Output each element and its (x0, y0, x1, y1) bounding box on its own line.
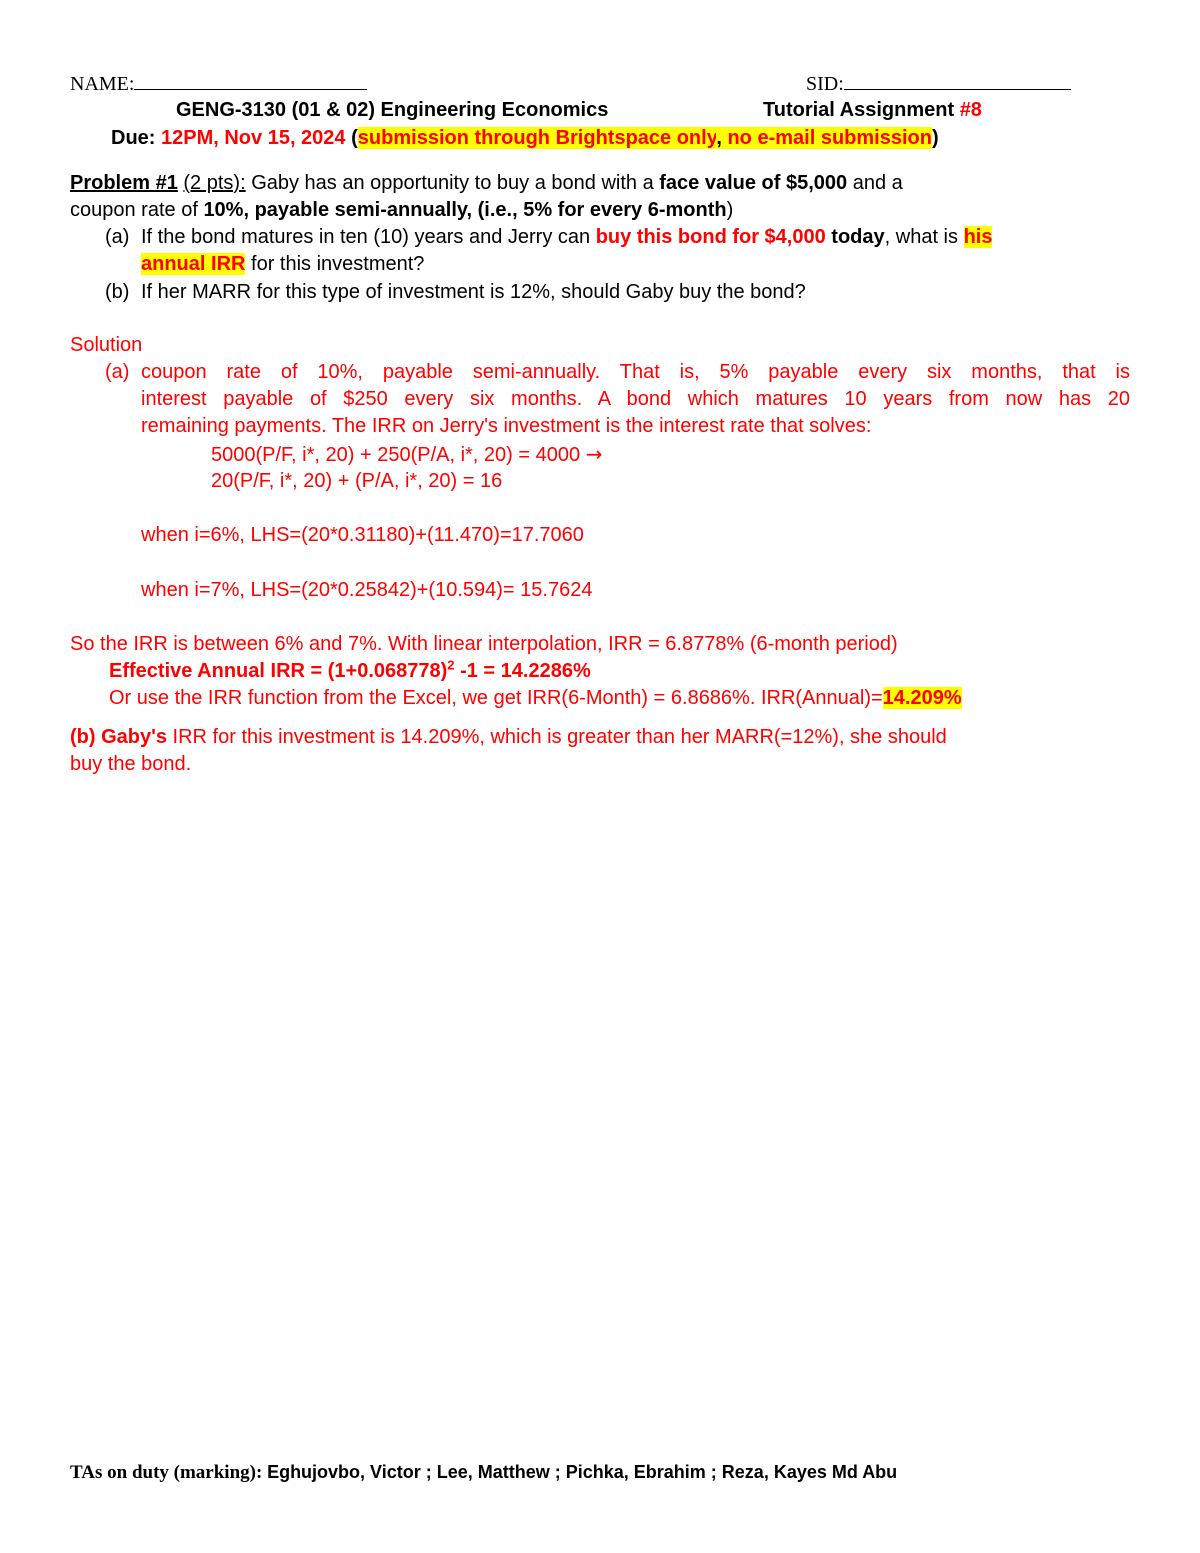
name-field (70, 72, 367, 96)
tas-footer (70, 1460, 897, 1485)
purchase-price: buy this bond for $4,000 (595, 226, 826, 248)
course-title: GENG-3130 (01 & 02) Engineering Economics (176, 99, 609, 121)
right-arrow-icon: → (585, 442, 603, 466)
coupon-rate: 10%, payable semi-annually (203, 199, 467, 221)
due-line (111, 126, 939, 150)
solution-text: IRR for this investment is 14.209%, which is greater than her MARR(=12%), she should (167, 726, 947, 748)
effective-irr-result: -1 = 14.2286% (454, 660, 591, 682)
sid-blank (844, 73, 1071, 90)
annual-irr-result: 14.209% (882, 687, 962, 709)
assignment-label: Tutorial Assignment (763, 99, 960, 121)
assignment-number: #8 (959, 99, 982, 121)
sid-field (806, 72, 1071, 96)
equation-2: 20(P/F, i*, 20) + (P/A, i*, 20) = 16 (211, 470, 503, 492)
solution-b-label: (b) Gaby's (70, 726, 167, 748)
equation-1 (211, 442, 602, 467)
problem-text: and a (847, 172, 903, 194)
equation-text: 5000(P/F, i*, 20) + 250(P/A, i*, 20) = 4000 (211, 444, 581, 466)
tas-names: Eghujovbo, Victor ; Lee, Matthew ; Pichka, Ebrahim ; Reza, Kayes Md Abu (267, 1462, 898, 1482)
submission-note: submission through Brightspace only (357, 127, 717, 149)
problem-line-1 (70, 171, 903, 195)
today-text: today (825, 226, 885, 248)
problem-text: ) (726, 199, 734, 221)
trial-6-percent: when i=6%, LHS=(20*0.31180)+(11.470)=17.7060 (141, 524, 584, 546)
problem-a-label: (a) (105, 226, 130, 248)
solution-a-line-2 (141, 387, 1130, 411)
solution-a-line-3: remaining payments. The IRR on Jerry's investment is the interest rate that solves: (141, 415, 872, 437)
solution-text: interest payable of $250 every six months. A bond which matures 10 years from now has 20 (141, 388, 1130, 410)
problem-text: for this investment? (245, 253, 425, 275)
problem-b-label: (b) (105, 281, 130, 303)
name-blank (134, 73, 367, 90)
annual-irr-highlight: annual IRR (141, 253, 246, 275)
open-paren: ( (351, 127, 358, 149)
problem-a-line-2 (141, 252, 424, 276)
sid-label: SID: (806, 73, 844, 95)
due-date: 12PM, Nov 15, 2024 (161, 127, 346, 149)
trial-7-percent: when i=7%, LHS=(20*0.25842)+(10.594)= 15.7624 (141, 579, 593, 601)
effective-irr-text: Effective Annual IRR = (1+0.068778) (109, 660, 448, 682)
problem-text: If the bond matures in ten (10) years and Jerry can (141, 226, 596, 248)
due-label: Due: (111, 127, 161, 149)
problem-b-line: If her MARR for this type of investment is 12%, should Gaby buy the bond? (141, 281, 806, 303)
problem-text: , what is (884, 226, 964, 248)
solution-b-line-2: buy the bond. (70, 753, 192, 775)
solution-heading: Solution (70, 334, 143, 356)
exponent: 2 (447, 657, 455, 673)
close-paren: ) (931, 127, 939, 149)
excel-irr-text: Or use the IRR function from the Excel, we get IRR(6-Month) = 6.8686%. IRR(Annual)= (109, 687, 883, 709)
solution-b-line-1 (70, 725, 947, 749)
effective-annual-irr (109, 659, 591, 683)
his-highlight: his (963, 226, 993, 248)
solution-a-label: (a) (105, 361, 130, 383)
irr-between: So the IRR is between 6% and 7%. With linear interpolation, IRR = 6.8778% (6-month period) (70, 633, 898, 655)
no-email-note: no e-mail submission (727, 127, 932, 149)
problem-text: coupon rate of (70, 199, 204, 221)
excel-irr-line (109, 686, 962, 710)
problem-text: Gaby has an opportunity to buy a bond with a (245, 172, 660, 194)
solution-text: coupon rate of 10%, payable semi-annually. That is, 5% payable every six months, that is (141, 361, 1130, 383)
coupon-detail: , (i.e., 5% for every 6-month (466, 199, 727, 221)
comma: , (716, 127, 722, 149)
problem-line-2 (70, 198, 733, 222)
problem-points: (2 pts): (183, 172, 246, 194)
assignment-title (763, 98, 982, 122)
problem-title: Problem #1 (70, 172, 178, 194)
solution-a-line-1 (141, 360, 1130, 384)
problem-a-line-1 (141, 225, 992, 249)
name-label: NAME: (70, 73, 135, 95)
tas-label: TAs on duty (marking): (70, 1462, 268, 1483)
face-value: face value of $5,000 (659, 172, 848, 194)
